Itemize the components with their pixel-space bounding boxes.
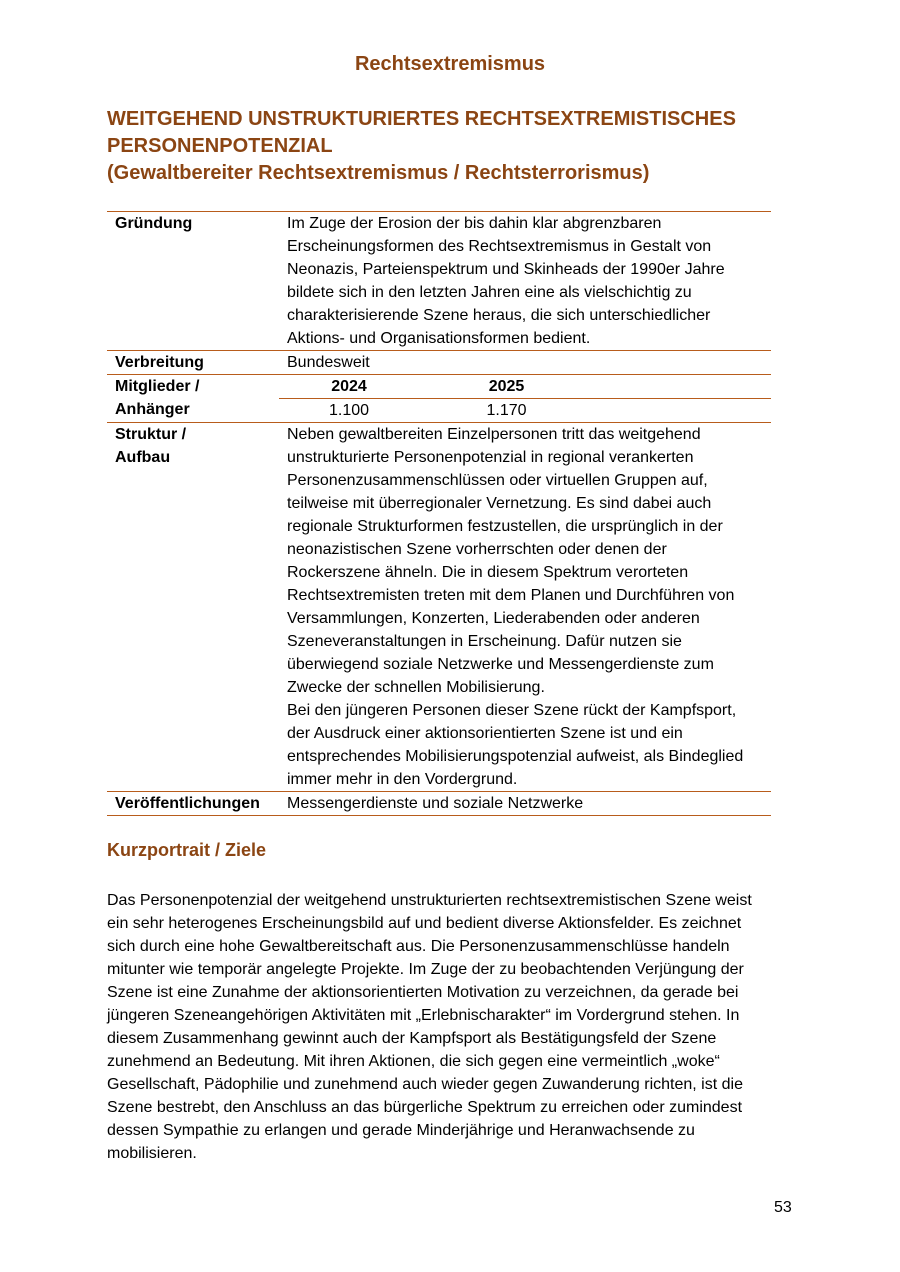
mitglieder-label <box>107 375 279 423</box>
verbreitung-value: Bundesweit <box>279 351 771 375</box>
table-row-mitglieder <box>107 375 771 423</box>
mitglieder-label-line-2: Anhänger <box>115 401 190 418</box>
text-line: Im Zuge der Erosion der bis dahin klar abgrenzbaren <box>287 215 662 232</box>
text-line: teilweise mit überregionaler Vernetzung. Es sind dabei auch <box>287 495 712 512</box>
text-line: Neben gewaltbereiten Einzelpersonen tritt das weitgehend <box>287 426 701 443</box>
title-line-3: (Gewaltbereiter Rechtsextremismus / Rechtsterrorismus) <box>107 162 650 184</box>
text-line: überwiegend soziale Netzwerke und Messengerdienste zum <box>287 656 714 673</box>
gruendung-label: Gründung <box>107 212 279 351</box>
members-value-row <box>279 399 771 423</box>
text-line: mitunter wie temporär angelegte Projekte. Im Zuge der zu beobachtenden Verjüngung der <box>107 961 744 978</box>
members-table <box>279 375 771 422</box>
verbreitung-label: Verbreitung <box>107 351 279 375</box>
struktur-label-line-1: Struktur / <box>115 426 187 443</box>
members-2025-value: 1.170 <box>486 402 527 419</box>
text-line: diesem Zusammenhang gewinnt auch der Kampfsport als Bestätigungsfeld der Szene <box>107 1030 717 1047</box>
text-line: unstrukturierte Personenpotenzial in regional verankerten <box>287 449 694 466</box>
text-line: Szeneveranstaltungen in Erscheinung. Dafür nutzen sie <box>287 633 682 650</box>
gruendung-value <box>279 212 771 351</box>
text-line: Szene bestrebt, den Anschluss an das bürgerliche Spektrum zu erreichen oder zumindest <box>107 1099 743 1116</box>
profile-table <box>107 211 771 816</box>
text-line: zunehmend an Bedeutung. Mit ihren Aktionen, die sich gegen eine vermeintlich „woke“ <box>107 1053 720 1070</box>
text-line: mobilisieren. <box>107 1145 197 1162</box>
page-number: 53 <box>774 1199 792 1216</box>
text-line: der Ausdruck einer aktionsorientierten Szene ist und ein <box>287 725 683 742</box>
members-year-row <box>279 375 771 399</box>
text-line: regionale Strukturformen festzustellen, die ursprünglich in der <box>287 518 723 535</box>
text-line: Bei den jüngeren Personen dieser Szene rückt der Kampfsport, <box>287 702 737 719</box>
text-line: Zwecke der schnellen Mobilisierung. <box>287 679 545 696</box>
text-line: Personenzusammenschlüssen oder virtuellen Gruppen auf, <box>287 472 708 489</box>
year-spacer <box>594 375 771 399</box>
text-line: sich durch eine hohe Gewaltbereitschaft aus. Die Personenzusammenschlüsse handeln <box>107 938 730 955</box>
table-row-verbreitung <box>107 351 771 375</box>
veroeffentlichungen-value: Messengerdienste und soziale Netzwerke <box>279 792 771 816</box>
text-line: dessen Sympathie zu erlangen und gerade Minderjährige und Heranwachsende zu <box>107 1122 695 1139</box>
struktur-value <box>279 423 771 792</box>
text-line: Versammlungen, Konzerten, Liederabenden oder anderen <box>287 610 700 627</box>
text-line: Aktions- und Organisationsformen bedient. <box>287 330 591 347</box>
section-title: Rechtsextremismus <box>354 53 546 75</box>
text-line: Szene ist eine Zunahme der aktionsorientierten Motivation zu verzeichnen, da gerade bei <box>107 984 739 1001</box>
table-row-veroeffentlichungen <box>107 792 771 816</box>
table-row-gruendung <box>107 212 771 351</box>
text-line: immer mehr in den Vordergrund. <box>287 771 518 788</box>
text-line: Erscheinungsformen des Rechtsextremismus in Gestalt von <box>287 238 712 255</box>
title-line-1: WEITGEHEND UNSTRUKTURIERTES RECHTSEXTREMISTISCHES <box>107 108 736 130</box>
text-line: bildete sich in den letzten Jahren eine als vielschichtig zu <box>287 284 692 301</box>
veroeffentlichungen-label: Veröffentlichungen <box>107 792 279 816</box>
text-line: charakterisierende Szene heraus, die sich unterschiedlicher <box>287 307 711 324</box>
year-2024: 2024 <box>279 375 419 399</box>
text-line: neonazistischen Szene vorherrschten oder denen der <box>287 541 667 558</box>
text-line: Rockerszene ähneln. Die in diesem Spektrum verorteten <box>287 564 689 581</box>
year-2025: 2025 <box>419 375 594 399</box>
text-line: ein sehr heterogenes Erscheinungsbild auf und bedient diverse Aktionsfelder. Es zeichnet <box>107 915 742 932</box>
text-line: entsprechendes Mobilisierungspotenzial aufweist, als Bindeglied <box>287 748 744 765</box>
struktur-label <box>107 423 279 792</box>
value-spacer <box>594 399 771 423</box>
text-line: Rechtsextremisten treten mit dem Planen und Durchführen von <box>287 587 735 604</box>
members-2024-value: 1.100 <box>328 402 370 419</box>
table-row-struktur <box>107 423 771 792</box>
text-line: jüngeren Szeneangehörigen Aktivitäten mit „Erlebnischarakter“ im Vordergrund stehen. In <box>107 1007 740 1024</box>
members-cell <box>279 375 771 423</box>
text-line: Neonazis, Parteienspektrum und Skinheads der 1990er Jahre <box>287 261 725 278</box>
kurzportrait-heading: Kurzportrait / Ziele <box>107 840 267 860</box>
text-line: Gesellschaft, Pädophilie und zunehmend auch wieder gegen Zuwanderung richten, ist die <box>107 1076 743 1093</box>
title-line-2: PERSONENPOTENZIAL <box>107 135 333 157</box>
page-title <box>107 106 807 187</box>
struktur-label-line-2: Aufbau <box>115 449 171 466</box>
kurzportrait-text <box>107 889 779 1165</box>
mitglieder-label-line-1: Mitglieder / <box>115 378 200 395</box>
text-line: Das Personenpotenzial der weitgehend unstrukturierten rechtsextremistischen Szene weist <box>107 892 752 909</box>
